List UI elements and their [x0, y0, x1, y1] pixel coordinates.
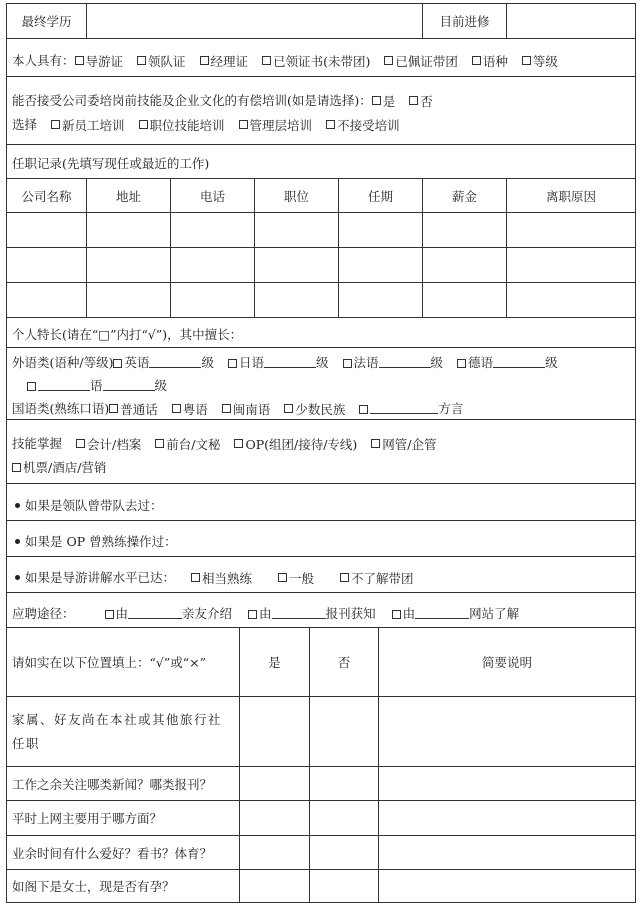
- checkbox-icon[interactable]: [51, 120, 60, 129]
- german-label: 德语: [468, 355, 494, 370]
- channel-blank[interactable]: [415, 607, 469, 619]
- survey-row: [7, 697, 635, 767]
- channel-label: 应聘途径：: [12, 606, 75, 621]
- checkbox-icon[interactable]: [371, 439, 380, 448]
- training-select-label: 选择: [12, 117, 38, 132]
- table-cell[interactable]: [171, 213, 255, 247]
- application-form: [6, 3, 636, 903]
- tech-option-label: 机票/酒店/营销: [23, 460, 107, 475]
- training-no[interactable]: [409, 92, 433, 110]
- bullet-icon: [15, 575, 20, 580]
- domestic-option[interactable]: [222, 400, 271, 418]
- training-option-label: 管理层培训: [249, 117, 313, 133]
- table-cell[interactable]: [171, 283, 255, 317]
- lang-label: 语: [90, 378, 103, 393]
- qual-option[interactable]: [472, 52, 508, 70]
- training-option-label: 不接受培训: [337, 117, 400, 133]
- checkbox-icon[interactable]: [191, 573, 200, 582]
- checkbox-icon[interactable]: [172, 404, 181, 413]
- table-cell[interactable]: [339, 283, 423, 317]
- dialect-label: 方言: [438, 401, 464, 416]
- guide-option[interactable]: [191, 569, 252, 587]
- table-cell[interactable]: [171, 248, 255, 282]
- tech-option[interactable]: [76, 435, 141, 453]
- channel-row: [7, 593, 635, 628]
- checkbox-icon[interactable]: [222, 404, 231, 413]
- domestic-option[interactable]: [109, 400, 158, 418]
- other-lang-line: [27, 376, 167, 394]
- table-cell[interactable]: [7, 283, 87, 317]
- no-label: 否: [420, 93, 433, 109]
- table-cell[interactable]: [87, 283, 171, 317]
- checkbox-icon[interactable]: [326, 120, 335, 129]
- tech-option[interactable]: [371, 435, 436, 453]
- survey-yes-cell[interactable]: [240, 836, 310, 869]
- survey-yes-cell[interactable]: [240, 801, 310, 835]
- checkbox-icon[interactable]: [340, 573, 349, 582]
- col-header-label: 电话: [199, 188, 225, 204]
- training-option[interactable]: [326, 116, 400, 134]
- col-header-label: 职位: [283, 188, 309, 204]
- checkbox-icon[interactable]: [109, 404, 118, 413]
- checkbox-icon[interactable]: [392, 610, 401, 619]
- channel-option-label: 亲友介绍: [182, 606, 233, 621]
- training-select-line: [12, 115, 414, 134]
- study-input[interactable]: [507, 4, 635, 38]
- survey-question-label: 如阁下是女士，现是否有孕？: [12, 879, 175, 894]
- survey-question-label: 业余时间有什么爱好？看书？体育？: [12, 845, 213, 861]
- survey-question: [7, 870, 240, 902]
- french-level-blank[interactable]: [379, 356, 431, 368]
- tech-line-2: [12, 458, 120, 476]
- tech-line-1: [12, 434, 451, 453]
- guide-option-label: 一般: [289, 570, 315, 586]
- qual-option-label: 等级: [532, 53, 558, 69]
- checkbox-icon[interactable]: [200, 56, 209, 65]
- checkbox-icon[interactable]: [262, 56, 271, 65]
- study-label-cell: [423, 4, 507, 38]
- survey-row: [7, 836, 635, 870]
- leader-label: 如果是领队曾带队去过：: [25, 498, 163, 513]
- training-question: 能否接受公司委培岗前技能及企业文化的有偿培训(如是请选择)：: [12, 93, 372, 108]
- survey-note-cell[interactable]: [379, 801, 635, 835]
- guide-option[interactable]: [340, 569, 414, 587]
- survey-note-cell[interactable]: [379, 767, 635, 800]
- english-level-blank[interactable]: [149, 356, 201, 368]
- channel-line: [12, 604, 519, 622]
- survey-header-note: [379, 628, 635, 696]
- note-label: 简要说明: [481, 655, 532, 670]
- survey-yes-cell[interactable]: [240, 767, 310, 800]
- training-row: [7, 77, 635, 145]
- guide-option[interactable]: [278, 569, 314, 587]
- qual-option-label: 已领证书(未带团): [273, 53, 371, 69]
- survey-no-cell[interactable]: [310, 836, 379, 869]
- table-row[interactable]: [7, 213, 635, 248]
- other-lang-level-blank[interactable]: [103, 379, 155, 391]
- table-cell[interactable]: [7, 248, 87, 282]
- checkbox-icon[interactable]: [113, 359, 122, 368]
- guide-option-label: 相当熟练: [202, 570, 253, 586]
- survey-yes-cell[interactable]: [240, 697, 310, 766]
- survey-note-cell[interactable]: [379, 697, 635, 766]
- survey-header-no: [310, 628, 379, 696]
- table-cell[interactable]: [7, 213, 87, 247]
- checkbox-icon[interactable]: [12, 463, 21, 472]
- checkbox-icon[interactable]: [139, 120, 148, 129]
- table-cell[interactable]: [507, 248, 635, 282]
- col-header-label: 任期: [367, 188, 393, 204]
- table-cell[interactable]: [255, 248, 339, 282]
- survey-question: [7, 836, 240, 869]
- guide-row: [7, 557, 635, 593]
- english-label: 英语: [124, 355, 150, 370]
- col-header: [507, 179, 635, 212]
- skills-intro-row: [7, 318, 635, 348]
- leader-row: [7, 484, 635, 521]
- work-history-title: 任职记录(先填写现任或最近的工作): [12, 156, 210, 171]
- table-cell[interactable]: [507, 283, 635, 317]
- qual-option[interactable]: [75, 52, 124, 70]
- channel-option-label: 报刊获知: [325, 606, 376, 621]
- survey-header-question: [7, 628, 240, 696]
- survey-no-cell[interactable]: [310, 870, 379, 902]
- op-line: [15, 532, 177, 550]
- survey-header: [7, 628, 635, 697]
- skills-intro: 个人特长(请在“□”内打“√”)，其中擅长：: [12, 327, 243, 342]
- training-yes[interactable]: [372, 92, 396, 110]
- qual-option[interactable]: [200, 52, 249, 70]
- training-option-label: 新员工培训: [62, 117, 125, 133]
- table-cell[interactable]: [339, 213, 423, 247]
- survey-question-label: 家属、好友尚在本社或其他旅行社任职: [12, 711, 223, 751]
- checkbox-icon[interactable]: [472, 56, 481, 65]
- japanese-label: 日语: [239, 355, 265, 370]
- domestic-option-label: 少数民族: [295, 401, 346, 417]
- table-row[interactable]: [7, 248, 635, 283]
- checkbox-icon[interactable]: [522, 56, 531, 65]
- qualifications-row: [7, 39, 635, 77]
- qual-option-label: 导游证: [85, 53, 124, 69]
- domestic-option-label: 闽南语: [232, 401, 271, 417]
- col-header: [423, 179, 507, 212]
- dialect-blank[interactable]: [370, 402, 438, 414]
- col-header: [171, 179, 255, 212]
- table-cell[interactable]: [255, 283, 339, 317]
- channel-blank[interactable]: [272, 607, 326, 619]
- domestic-option[interactable]: [284, 400, 345, 418]
- by-label: 由: [402, 606, 416, 621]
- guide-label: 如果是导游讲解水平已达：: [25, 570, 176, 585]
- training-question-line: [12, 91, 447, 110]
- op-row: [7, 521, 635, 557]
- level-label: 级: [201, 355, 214, 370]
- checkbox-icon[interactable]: [343, 359, 352, 368]
- tech-option-label: 网管/企管: [382, 436, 437, 452]
- level-label: 级: [316, 355, 329, 370]
- survey-yes-cell[interactable]: [240, 870, 310, 902]
- checkbox-icon[interactable]: [278, 573, 287, 582]
- tech-label: 技能掌握: [12, 436, 63, 451]
- qual-option[interactable]: [137, 52, 186, 70]
- table-row[interactable]: [7, 283, 635, 318]
- col-header-label: 离职原因: [545, 188, 596, 204]
- tech-option-label: 会计/档案: [87, 436, 142, 452]
- survey-row: [7, 870, 635, 902]
- qual-option-label: 语种: [482, 53, 508, 69]
- japanese-level-blank[interactable]: [264, 356, 316, 368]
- checkbox-icon[interactable]: [359, 405, 368, 414]
- language-row: [7, 348, 635, 420]
- tech-option-label: 前台/文秘: [166, 436, 221, 452]
- french-label: 法语: [353, 355, 379, 370]
- foreign-lang-line: [12, 353, 558, 371]
- training-option[interactable]: [139, 116, 225, 134]
- checkbox-icon[interactable]: [228, 359, 237, 368]
- yes-label: 是: [382, 93, 396, 109]
- qual-option-label: 已佩证带团: [395, 53, 458, 69]
- table-cell[interactable]: [87, 213, 171, 247]
- yes-label: 是: [268, 655, 281, 670]
- qual-option[interactable]: [262, 52, 370, 70]
- work-history-header: [7, 179, 635, 213]
- domestic-lang-line: [12, 399, 463, 418]
- qualifications-label: 本人具有：: [12, 53, 75, 68]
- col-header-label: 公司名称: [21, 188, 72, 204]
- checkbox-icon[interactable]: [409, 96, 418, 105]
- checkbox-icon[interactable]: [105, 610, 114, 619]
- table-cell[interactable]: [255, 213, 339, 247]
- bullet-icon: [15, 539, 20, 544]
- checkbox-icon[interactable]: [457, 359, 466, 368]
- col-header-label: 地址: [115, 188, 141, 204]
- training-option-label: 职位技能培训: [149, 117, 225, 133]
- survey-row: [7, 767, 635, 801]
- training-option[interactable]: [51, 116, 125, 134]
- tech-option[interactable]: [234, 435, 357, 453]
- survey-question-label: 平时上网主要用于哪方面？: [12, 811, 163, 826]
- survey-no-cell[interactable]: [310, 801, 379, 835]
- checkbox-icon[interactable]: [384, 56, 393, 65]
- checkbox-icon[interactable]: [248, 610, 257, 619]
- tech-option[interactable]: [12, 458, 106, 476]
- table-cell[interactable]: [87, 248, 171, 282]
- checkbox-icon[interactable]: [234, 439, 243, 448]
- survey-no-cell[interactable]: [310, 767, 379, 800]
- survey-note-cell[interactable]: [379, 836, 635, 869]
- col-header: [255, 179, 339, 212]
- domestic-option[interactable]: [172, 400, 208, 418]
- tech-skills-row: [7, 420, 635, 484]
- checkbox-icon[interactable]: [76, 439, 85, 448]
- survey-header-yes: [240, 628, 310, 696]
- col-header: [339, 179, 423, 212]
- checkbox-icon[interactable]: [155, 439, 164, 448]
- tech-option[interactable]: [155, 435, 220, 453]
- survey-row: [7, 801, 635, 836]
- qual-option-label: 领队证: [148, 53, 186, 69]
- survey-no-cell[interactable]: [310, 697, 379, 766]
- foreign-lang-label: 外语类(语种/等级): [12, 355, 114, 370]
- domestic-option-label: 普通话: [120, 401, 158, 417]
- checkbox-icon[interactable]: [27, 382, 36, 391]
- channel-blank[interactable]: [128, 607, 182, 619]
- other-lang-blank[interactable]: [38, 379, 90, 391]
- training-option[interactable]: [239, 116, 313, 134]
- table-cell[interactable]: [339, 248, 423, 282]
- qual-option[interactable]: [522, 52, 558, 70]
- col-header-label: 薪金: [451, 188, 477, 204]
- checkbox-icon[interactable]: [372, 96, 381, 105]
- education-input[interactable]: [87, 4, 423, 38]
- survey-question-label: 工作之余关注哪类新闻？哪类报刊？: [12, 776, 213, 792]
- work-history-title-row: [7, 145, 635, 179]
- qual-option[interactable]: [384, 52, 458, 70]
- domestic-lang-label: 国语类(熟练口语): [12, 401, 110, 416]
- table-cell[interactable]: [423, 248, 507, 282]
- leader-line: [15, 496, 163, 514]
- survey-question: [7, 697, 240, 766]
- table-cell[interactable]: [423, 283, 507, 317]
- level-label: 级: [430, 355, 444, 370]
- domestic-option-label: 粤语: [182, 401, 208, 417]
- table-cell[interactable]: [507, 213, 635, 247]
- survey-question: [7, 767, 240, 800]
- level-label: 级: [154, 378, 168, 393]
- tech-option-label: OP(组团/接待/专线): [245, 436, 358, 452]
- channel-option-label: 网站了解: [469, 606, 520, 621]
- by-label: 由: [115, 606, 129, 621]
- education-row: [7, 4, 635, 39]
- guide-line: [15, 568, 428, 587]
- survey-header-label: 请如实在以下位置填上：“√”或“×”: [12, 655, 207, 670]
- checkbox-icon[interactable]: [137, 56, 146, 65]
- level-label: 级: [545, 355, 558, 370]
- qual-option-label: 经理证: [210, 53, 249, 69]
- by-label: 由: [259, 606, 272, 621]
- education-label: 最终学历: [21, 14, 72, 29]
- survey-note-cell[interactable]: [379, 870, 635, 902]
- bullet-icon: [15, 503, 20, 508]
- guide-option-label: 不了解带团: [351, 570, 414, 586]
- qualifications-line: [12, 51, 558, 70]
- survey-question: [7, 801, 240, 835]
- study-label: 目前进修: [439, 14, 490, 29]
- german-level-blank[interactable]: [493, 356, 545, 368]
- table-cell[interactable]: [423, 213, 507, 247]
- col-header: [7, 179, 87, 212]
- checkbox-icon[interactable]: [75, 56, 84, 65]
- op-label: 如果是 OP 曾熟练操作过：: [25, 534, 177, 549]
- col-header: [87, 179, 171, 212]
- checkbox-icon[interactable]: [239, 120, 248, 129]
- checkbox-icon[interactable]: [284, 404, 293, 413]
- education-label-cell: [7, 4, 87, 38]
- no-label: 否: [337, 655, 351, 670]
